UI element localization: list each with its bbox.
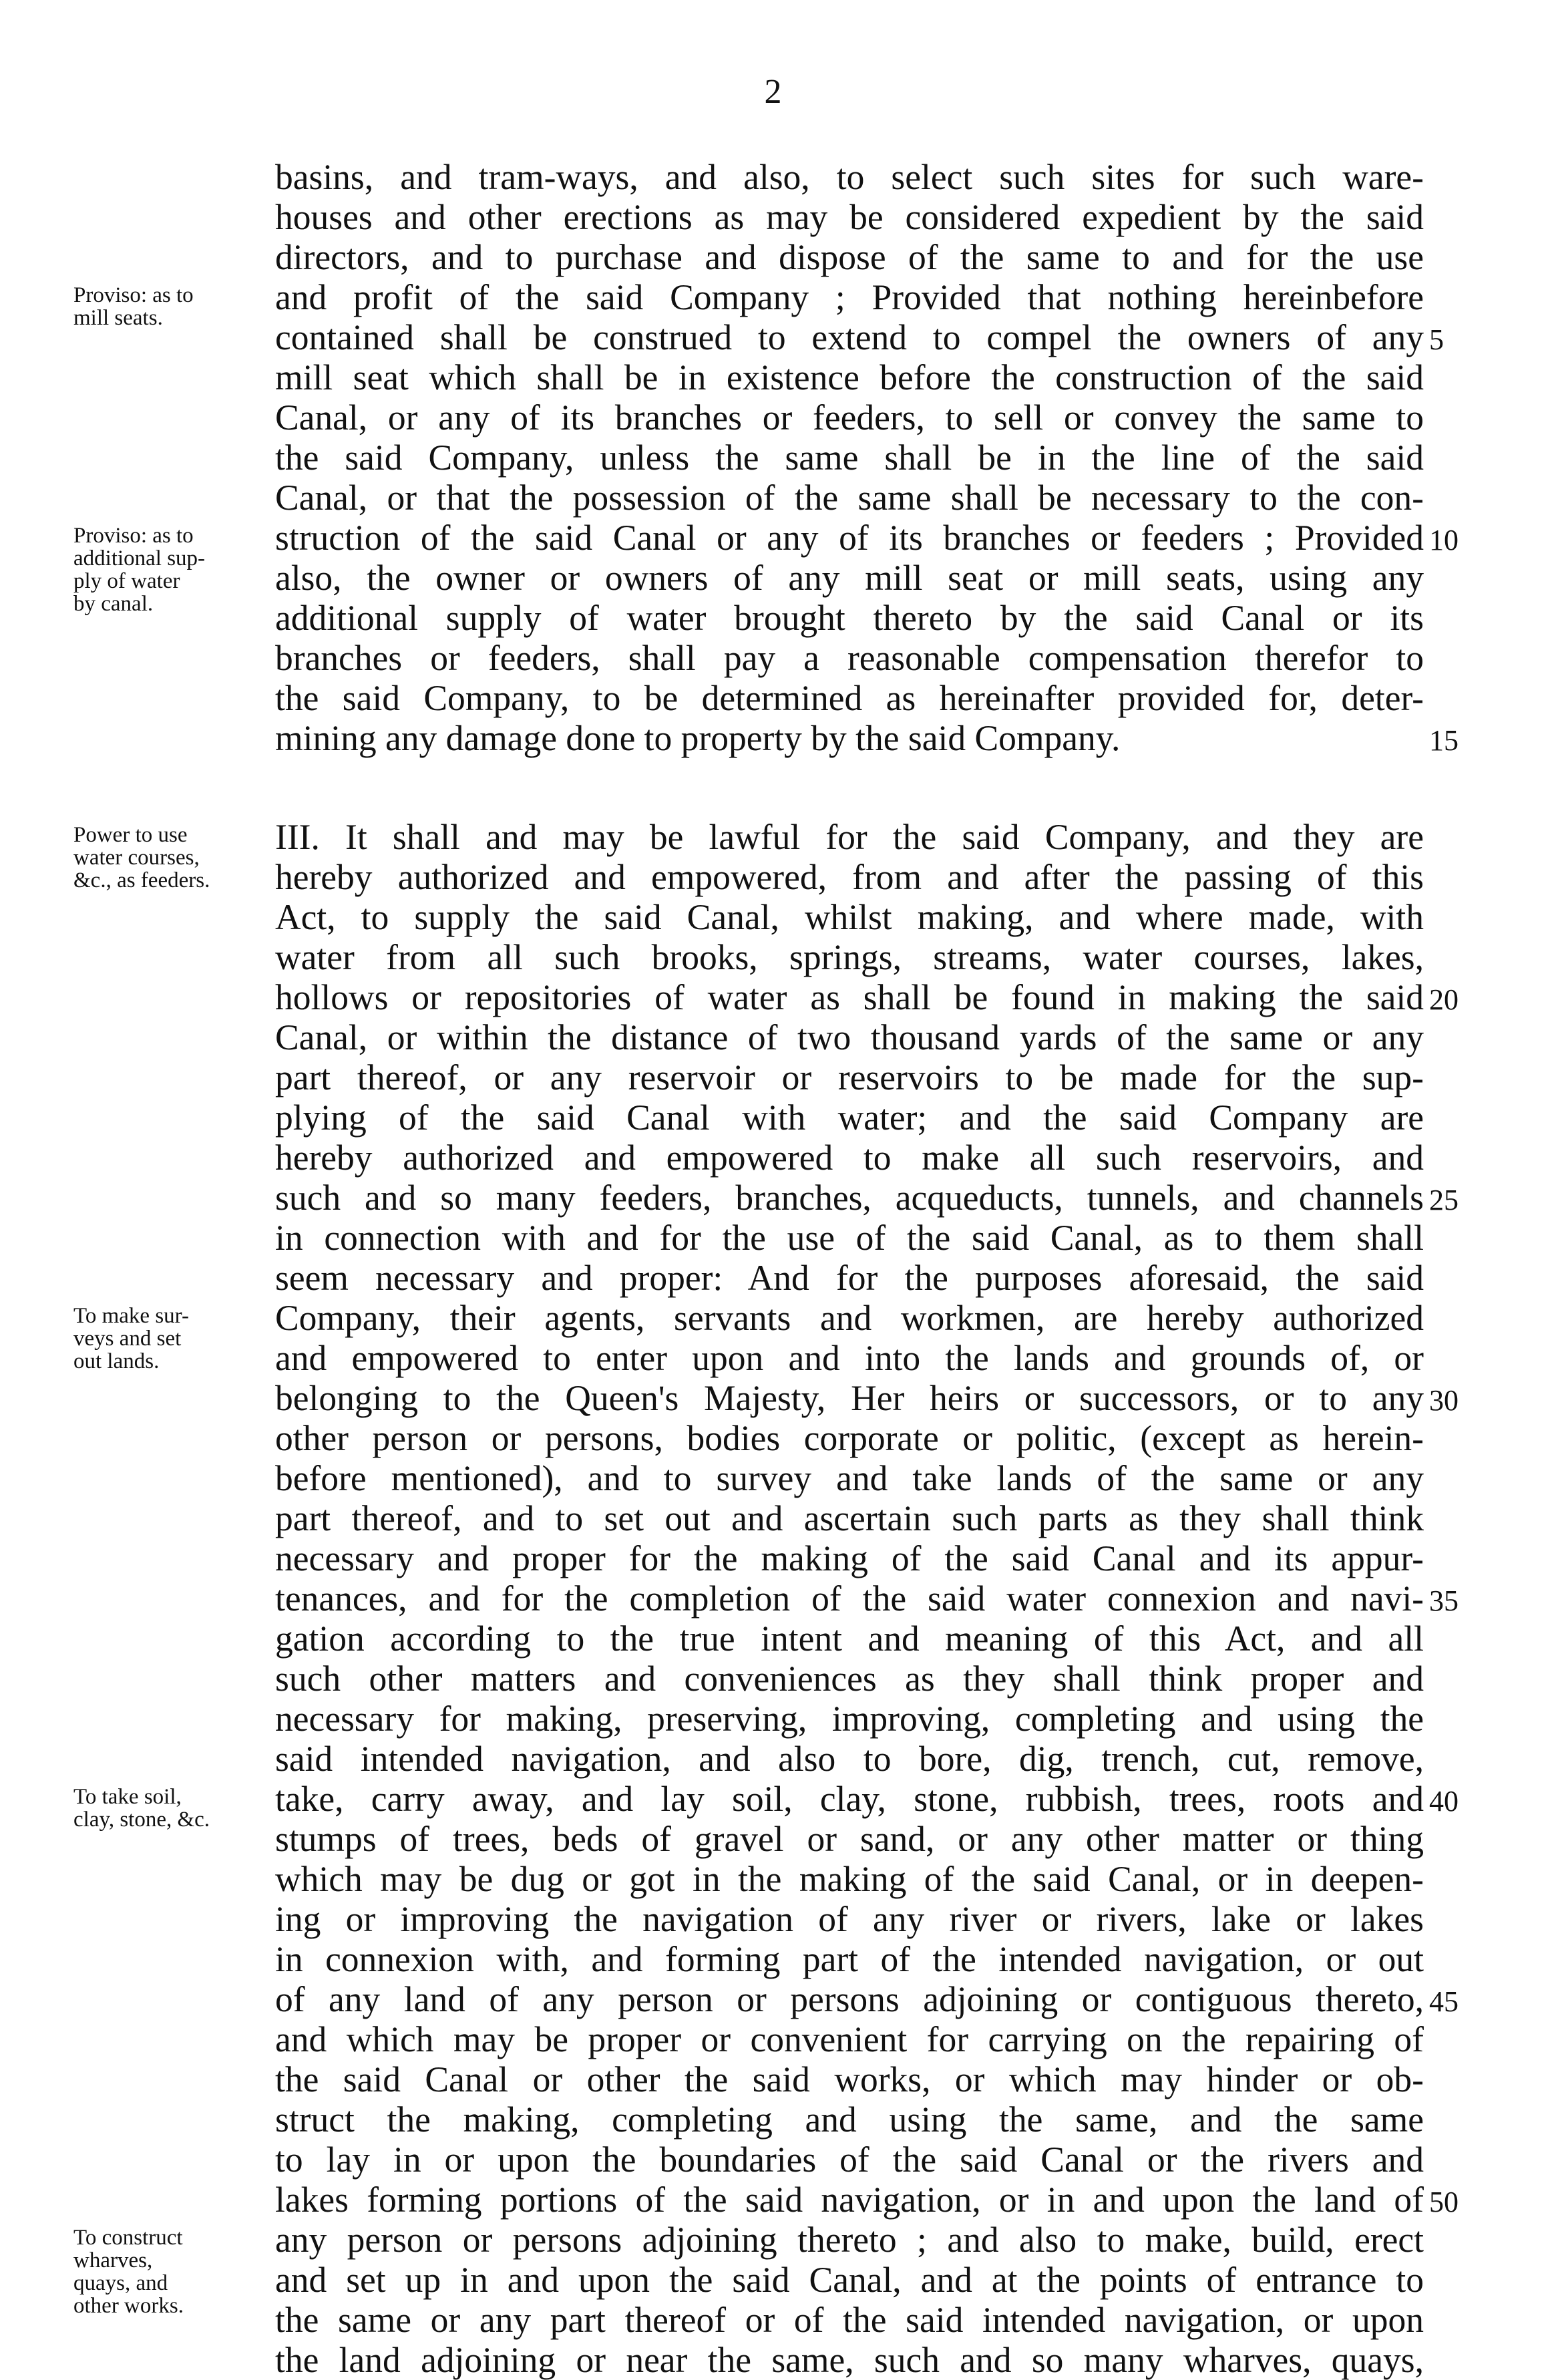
margin-note-line: wharves, (73, 2248, 153, 2272)
text-line: part thereof, and to set out and ascertain such parts as they shall think (275, 1498, 1424, 1538)
text-line: in connexion with, and forming part of the intended navigation, or out (275, 1939, 1424, 1979)
text-line: ing or improving the navigation of any river or rivers, lake or lakes (275, 1899, 1424, 1939)
margin-note-line: veys and set (73, 1327, 182, 1351)
text-line: hereby authorized and empowered, from and after the passing of this (275, 857, 1424, 897)
text-line: and set up in and upon the said Canal, and at the points of entrance to (275, 2260, 1424, 2300)
line-number: 30 (1429, 1384, 1459, 1417)
margin-note-line: other works. (73, 2294, 184, 2318)
text-line: the said Canal or other the said works, or which may hinder or ob- (275, 2059, 1424, 2099)
line-number: 35 (1429, 1584, 1459, 1617)
text-line: lakes forming portions of the said navigation, or in and upon the land of (275, 2180, 1424, 2220)
text-line: take, carry away, and lay soil, clay, stone, rubbish, trees, roots and (275, 1779, 1424, 1819)
text-line: hereby authorized and empowered to make all such reservoirs, and (275, 1138, 1424, 1178)
text-line: the same or any part thereof or of the said intended navigation, or upon (275, 2300, 1424, 2340)
margin-note (73, 824, 274, 892)
text-line: the said Company, unless the same shall be in the line of the said (275, 438, 1424, 478)
margin-note-line: clay, stone, &c. (73, 1808, 210, 1832)
margin-note-line: water courses, (73, 846, 200, 870)
margin-note (73, 2226, 274, 2317)
text-line: hollows or repositories of water as shall be found in making the said (275, 977, 1424, 1017)
margin-note-line: To construct (73, 2226, 183, 2250)
text-line: the said Company, to be determined as hereinafter provided for, deter- (275, 678, 1424, 718)
margin-note-line: out lands. (73, 1349, 160, 1373)
margin-note-line: mill seats. (73, 306, 163, 330)
line-number: 25 (1429, 1184, 1459, 1216)
margin-note (73, 1305, 274, 1373)
text-line: and which may be proper or convenient for carrying on the repairing of (275, 2019, 1424, 2059)
text-line: houses and other erections as may be considered expedient by the said (275, 197, 1424, 237)
line-number: 10 (1429, 524, 1459, 556)
text-line: III. It shall and may be lawful for the said Company, and they are (275, 817, 1424, 857)
text-line: and empowered to enter upon and into the lands and grounds of, or (275, 1338, 1424, 1378)
text-line: other person or persons, bodies corporate or politic, (except as herein- (275, 1418, 1424, 1458)
text-line: Canal, or within the distance of two thousand yards of the same or any (275, 1017, 1424, 1057)
text-line: necessary for making, preserving, improving, completing and using the (275, 1699, 1424, 1739)
text-line: struction of the said Canal or any of its branches or feeders ; Provided (275, 518, 1424, 558)
line-number: 45 (1429, 1985, 1459, 2018)
text-line: gation according to the true intent and meaning of this Act, and all (275, 1619, 1424, 1659)
text-line: tenances, and for the completion of the said water connexion and navi- (275, 1578, 1424, 1619)
text-line: belonging to the Queen's Majesty, Her heirs or successors, or to any (275, 1378, 1424, 1418)
text-line: additional supply of water brought thereto by the said Canal or its (275, 598, 1424, 638)
margin-note-line: additional sup- (73, 546, 206, 570)
margin-note (73, 284, 274, 329)
text-line: said intended navigation, and also to bore, dig, trench, cut, remove, (275, 1739, 1424, 1779)
margin-note-line: To make sur- (73, 1304, 189, 1328)
text-line: basins, and tram-ways, and also, to select such sites for such ware- (275, 157, 1424, 197)
text-line: Canal, or any of its branches or feeders, to sell or convey the same to (275, 397, 1424, 438)
margin-note (73, 1786, 274, 1831)
line-number: 5 (1429, 323, 1444, 356)
margin-note-line: ply of water (73, 569, 180, 593)
text-line: and profit of the said Company ; Provided that nothing hereinbefore (275, 277, 1424, 317)
text-line: plying of the said Canal with water; and the said Company are (275, 1097, 1424, 1138)
text-line: necessary and proper for the making of the said Canal and its appur- (275, 1538, 1424, 1578)
text-line: part thereof, or any reservoir or reservoirs to be made for the sup- (275, 1057, 1424, 1097)
text-line: water from all such brooks, springs, streams, water courses, lakes, (275, 937, 1424, 977)
text-line: mill seat which shall be in existence before the construction of the said (275, 357, 1424, 397)
text-line: such other matters and conveniences as they shall think proper and (275, 1659, 1424, 1699)
text-line: directors, and to purchase and dispose of the same to and for the use (275, 237, 1424, 277)
text-line: mining any damage done to property by the said Company. (275, 718, 1121, 758)
margin-note-line: Proviso: as to (73, 283, 194, 307)
text-line: branches or feeders, shall pay a reasonable compensation therefor to (275, 638, 1424, 678)
line-number: 15 (1429, 724, 1459, 757)
margin-note (73, 524, 274, 615)
margin-note-line: quays, and (73, 2271, 168, 2295)
line-number: 50 (1429, 2186, 1459, 2218)
text-line: Act, to supply the said Canal, whilst making, and where made, with (275, 897, 1424, 937)
text-line: in connection with and for the use of the said Canal, as to them shall (275, 1218, 1424, 1258)
text-line: the land adjoining or near the same, such and so many wharves, quays, (275, 2340, 1424, 2380)
text-line: contained shall be construed to extend to compel the owners of any (275, 317, 1424, 357)
text-line: to lay in or upon the boundaries of the said Canal or the rivers and (275, 2140, 1424, 2180)
margin-note-line: Proviso: as to (73, 524, 194, 548)
margin-note-line: Power to use (73, 823, 188, 847)
line-number: 20 (1429, 983, 1459, 1016)
text-line: which may be dug or got in the making of the said Canal, or in deepen- (275, 1859, 1424, 1899)
text-line: seem necessary and proper: And for the purposes aforesaid, the said (275, 1258, 1424, 1298)
text-line: any person or persons adjoining thereto ; and also to make, build, erect (275, 2220, 1424, 2260)
text-line: Company, their agents, servants and workmen, are hereby authorized (275, 1298, 1424, 1338)
body-text (275, 157, 1424, 2380)
text-line: of any land of any person or persons adjoining or contiguous thereto, (275, 1979, 1424, 2019)
text-line: Canal, or that the possession of the same shall be necessary to the con- (275, 478, 1424, 518)
margin-note-line: by canal. (73, 592, 154, 616)
text-line: such and so many feeders, branches, acqueducts, tunnels, and channels (275, 1178, 1424, 1218)
margin-note-line: To take soil, (73, 1785, 182, 1809)
page-number: 2 (764, 73, 782, 111)
margin-note-line: &c., as feeders. (73, 868, 210, 892)
text-line: stumps of trees, beds of gravel or sand, or any other matter or thing (275, 1819, 1424, 1859)
text-line: struct the making, completing and using the same, and the same (275, 2099, 1424, 2140)
text-line: before mentioned), and to survey and take lands of the same or any (275, 1458, 1424, 1498)
text-line: also, the owner or owners of any mill seat or mill seats, using any (275, 558, 1424, 598)
line-number: 40 (1429, 1785, 1459, 1818)
